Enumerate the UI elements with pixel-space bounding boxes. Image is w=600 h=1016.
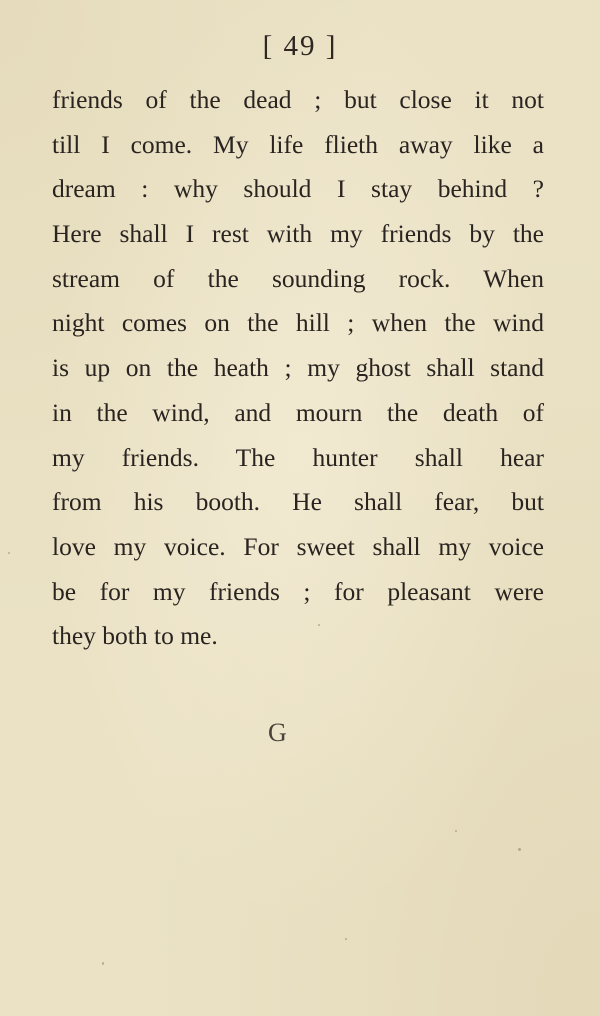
text-line: friends of the dead ; but close it not bbox=[52, 85, 544, 114]
paper-speck bbox=[455, 830, 457, 832]
paper-speck bbox=[102, 962, 104, 965]
body-text bbox=[52, 78, 544, 659]
paper-speck bbox=[345, 938, 347, 940]
paper-speck bbox=[318, 624, 320, 626]
text-line: night comes on the hill ; when the wind bbox=[52, 308, 544, 338]
paper-speck bbox=[518, 848, 521, 851]
text-line: in the wind, and mourn the death of bbox=[52, 397, 544, 427]
text-line: is up on the heath ; my ghost shall stand bbox=[52, 353, 544, 383]
text-line: be for my friends ; for pleasant were bbox=[52, 576, 544, 606]
text-line: till I come. My life flieth away like a bbox=[52, 129, 544, 159]
text-line: from his booth. He shall fear, but bbox=[52, 487, 544, 517]
text-line: my friends. The hunter shall hear bbox=[52, 442, 544, 472]
text-line: dream : why should I stay behind ? bbox=[52, 174, 544, 204]
paper-speck bbox=[8, 552, 10, 554]
text-line: love my voice. For sweet shall my voice bbox=[52, 531, 544, 561]
text-line: stream of the sounding rock. When bbox=[52, 263, 544, 293]
text-line-last: they both to me. bbox=[52, 621, 218, 651]
text-line: Here shall I rest with my friends by the bbox=[52, 219, 544, 249]
page-number: [ 49 ] bbox=[262, 30, 338, 62]
signature-mark: G bbox=[268, 718, 287, 747]
